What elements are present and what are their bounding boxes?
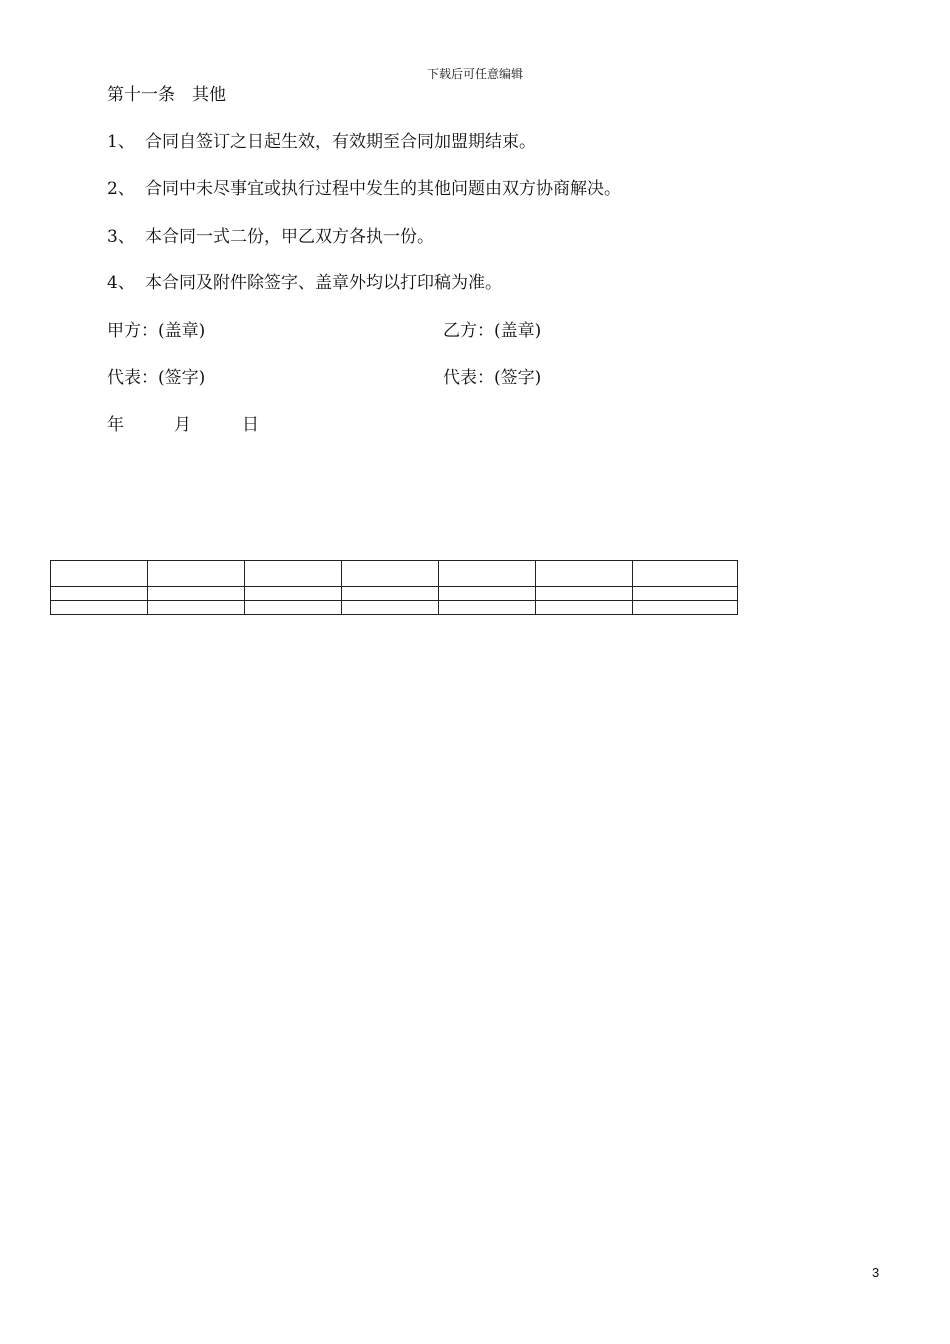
table-cell — [633, 561, 738, 587]
blank-table — [50, 560, 738, 615]
clause-3 — [107, 226, 434, 248]
table-cell — [439, 561, 536, 587]
clause-text: 合同自签订之日起生效，有效期至合同加盟期结束。 — [145, 132, 536, 152]
clause-number: 2、 — [107, 179, 135, 199]
date-day: 日 — [242, 415, 259, 435]
page-number: 3 — [872, 1265, 880, 1280]
clause-1 — [107, 131, 536, 153]
table-cell — [342, 561, 439, 587]
table-cell — [51, 601, 148, 615]
header-note: 下载后可任意编辑 — [426, 67, 523, 81]
table-cell — [148, 601, 245, 615]
section-title — [107, 84, 226, 106]
date-year: 年 — [107, 415, 124, 435]
section-name: 其他 — [192, 85, 226, 105]
clause-number: 1、 — [107, 132, 135, 152]
table-cell — [342, 587, 439, 601]
table-cell — [536, 587, 633, 601]
table-cell — [439, 601, 536, 615]
table-cell — [245, 561, 342, 587]
section-number: 第十一条 — [107, 85, 175, 105]
clause-2 — [107, 178, 621, 200]
clause-number: 4、 — [107, 273, 135, 293]
table-cell — [536, 561, 633, 587]
table-cell — [148, 587, 245, 601]
table-cell — [633, 587, 738, 601]
table-row — [51, 587, 738, 601]
table-cell — [51, 561, 148, 587]
clause-4 — [107, 272, 502, 294]
party-a-rep-label: 代表：(签字) — [107, 368, 206, 388]
clause-text: 本合同一式二份，甲乙双方各执一份。 — [145, 227, 434, 247]
clause-text: 合同中未尽事宜或执行过程中发生的其他问题由双方协商解决。 — [145, 179, 621, 199]
clause-number: 3、 — [107, 227, 135, 247]
table-cell — [439, 587, 536, 601]
table-cell — [245, 601, 342, 615]
party-a-seal-label: 甲方：(盖章) — [107, 321, 206, 341]
party-b-seal-label: 乙方：(盖章) — [443, 321, 542, 341]
table-row — [51, 601, 738, 615]
date-month: 月 — [174, 415, 191, 435]
table-cell — [633, 601, 738, 615]
table-row — [51, 561, 738, 587]
table-cell — [245, 587, 342, 601]
table-cell — [148, 561, 245, 587]
table-cell — [536, 601, 633, 615]
table-cell — [51, 587, 148, 601]
clause-text: 本合同及附件除签字、盖章外均以打印稿为准。 — [145, 273, 502, 293]
party-b-rep-label: 代表：(签字) — [443, 368, 542, 388]
table-cell — [342, 601, 439, 615]
